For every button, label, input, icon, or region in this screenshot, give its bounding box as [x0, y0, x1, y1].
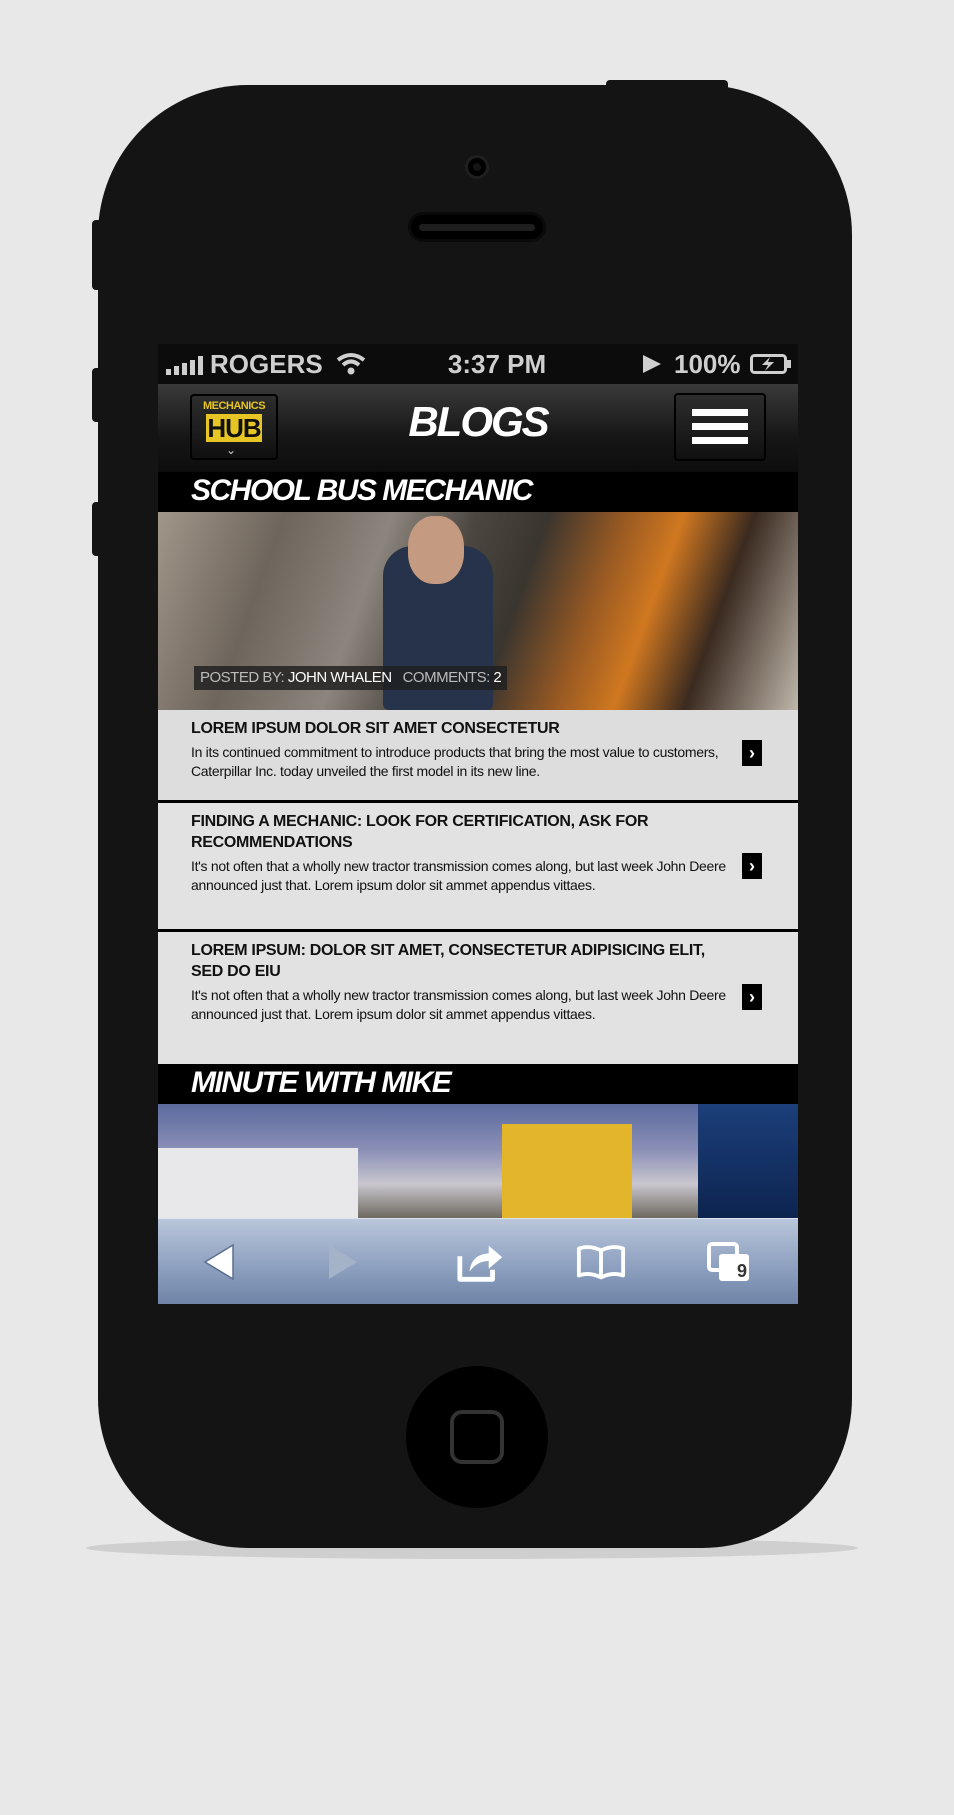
- section-header-minute-with-mike[interactable]: [158, 1064, 798, 1104]
- post-excerpt: It's not often that a wholly new tractor transmission comes along, but last week John Deere announced just that. Lorem ipsum dolor sit ammet appendus vittaes.: [191, 858, 726, 893]
- section-title: SCHOOL BUS MECHANIC: [191, 474, 532, 507]
- logo-mark-text: HUB: [207, 412, 261, 443]
- post-excerpt: It's not often that a wholly new tractor transmission comes along, but last week John Deere announced just that. Lorem ipsum dolor sit ammet appendus vittaes.: [191, 987, 726, 1022]
- minute-with-mike-image[interactable]: [158, 1104, 798, 1218]
- home-button[interactable]: [406, 1366, 548, 1508]
- chevron-right-icon[interactable]: ›: [742, 984, 762, 1010]
- posted-by-label: POSTED BY:: [200, 669, 285, 686]
- post-excerpt: In its continued commitment to introduce products that bring the most value to customers, Caterpillar Inc. today unveiled the first model in its new line.: [191, 744, 719, 779]
- mechanic-head: [408, 516, 464, 584]
- post-list-item[interactable]: [158, 710, 798, 800]
- comments-label: COMMENTS:: [402, 669, 490, 686]
- carrier-name: ROGERS: [210, 349, 323, 379]
- yellow-machine-shape: [502, 1124, 632, 1218]
- forward-button[interactable]: [318, 1237, 368, 1287]
- utility-truck-shape: [158, 1148, 358, 1218]
- play-icon: [641, 352, 663, 376]
- app-header: [158, 384, 798, 472]
- post-author[interactable]: JOHN WHALEN: [287, 669, 392, 686]
- browser-toolbar: [158, 1218, 798, 1304]
- bookmarks-button[interactable]: [576, 1237, 626, 1287]
- chevron-right-icon[interactable]: ›: [742, 853, 762, 879]
- share-button[interactable]: [456, 1237, 506, 1287]
- share-icon: [456, 1240, 506, 1284]
- featured-post-image[interactable]: [158, 512, 798, 710]
- menu-bar-icon: [692, 423, 748, 430]
- battery-percent: 100%: [674, 349, 741, 379]
- tabs-button[interactable]: [704, 1237, 754, 1287]
- post-title: FINDING A MECHANIC: LOOK FOR CERTIFICATION, ASK FOR RECOMMENDATIONS: [191, 813, 649, 851]
- front-camera: [465, 155, 489, 179]
- wifi-icon: [336, 352, 366, 376]
- back-button[interactable]: [194, 1237, 244, 1287]
- status-time: 3:37 PM: [447, 349, 547, 379]
- logo-text: MECHANICS: [202, 400, 266, 412]
- post-list-item[interactable]: [158, 803, 798, 929]
- section-title: MINUTE WITH MIKE: [191, 1066, 451, 1099]
- post-title: LOREM IPSUM DOLOR SIT AMET CONSECTETUR: [191, 720, 560, 737]
- logo-dropdown-button[interactable]: [190, 394, 278, 460]
- bookmarks-icon: [576, 1242, 626, 1282]
- signal-strength-icon: [166, 355, 203, 375]
- tabs-count: 9: [736, 1261, 747, 1281]
- comments-count[interactable]: 2: [493, 669, 502, 686]
- phone-screen: [158, 344, 798, 1304]
- post-meta: [194, 666, 507, 690]
- post-list-item[interactable]: [158, 932, 798, 1064]
- page-title: BLOGS: [408, 398, 548, 445]
- section-header-school-bus-mechanic[interactable]: [158, 472, 798, 512]
- hamburger-menu-button[interactable]: [674, 393, 766, 461]
- back-icon: [201, 1242, 237, 1282]
- chevron-down-icon: ⌄: [226, 443, 237, 457]
- home-square-icon: [450, 1410, 504, 1464]
- logo-wrench-icon: [206, 414, 262, 442]
- menu-bar-icon: [692, 437, 748, 444]
- battery-charging-icon: [750, 352, 792, 376]
- post-title: LOREM IPSUM: DOLOR SIT AMET, CONSECTETUR ADIPISICING ELIT, SED DO EIU: [191, 942, 705, 980]
- forward-icon: [325, 1242, 361, 1282]
- earpiece-speaker: [408, 212, 546, 242]
- building-shape: [698, 1104, 798, 1218]
- chevron-right-icon[interactable]: ›: [742, 740, 762, 766]
- menu-bar-icon: [692, 409, 748, 416]
- status-bar: [158, 344, 798, 384]
